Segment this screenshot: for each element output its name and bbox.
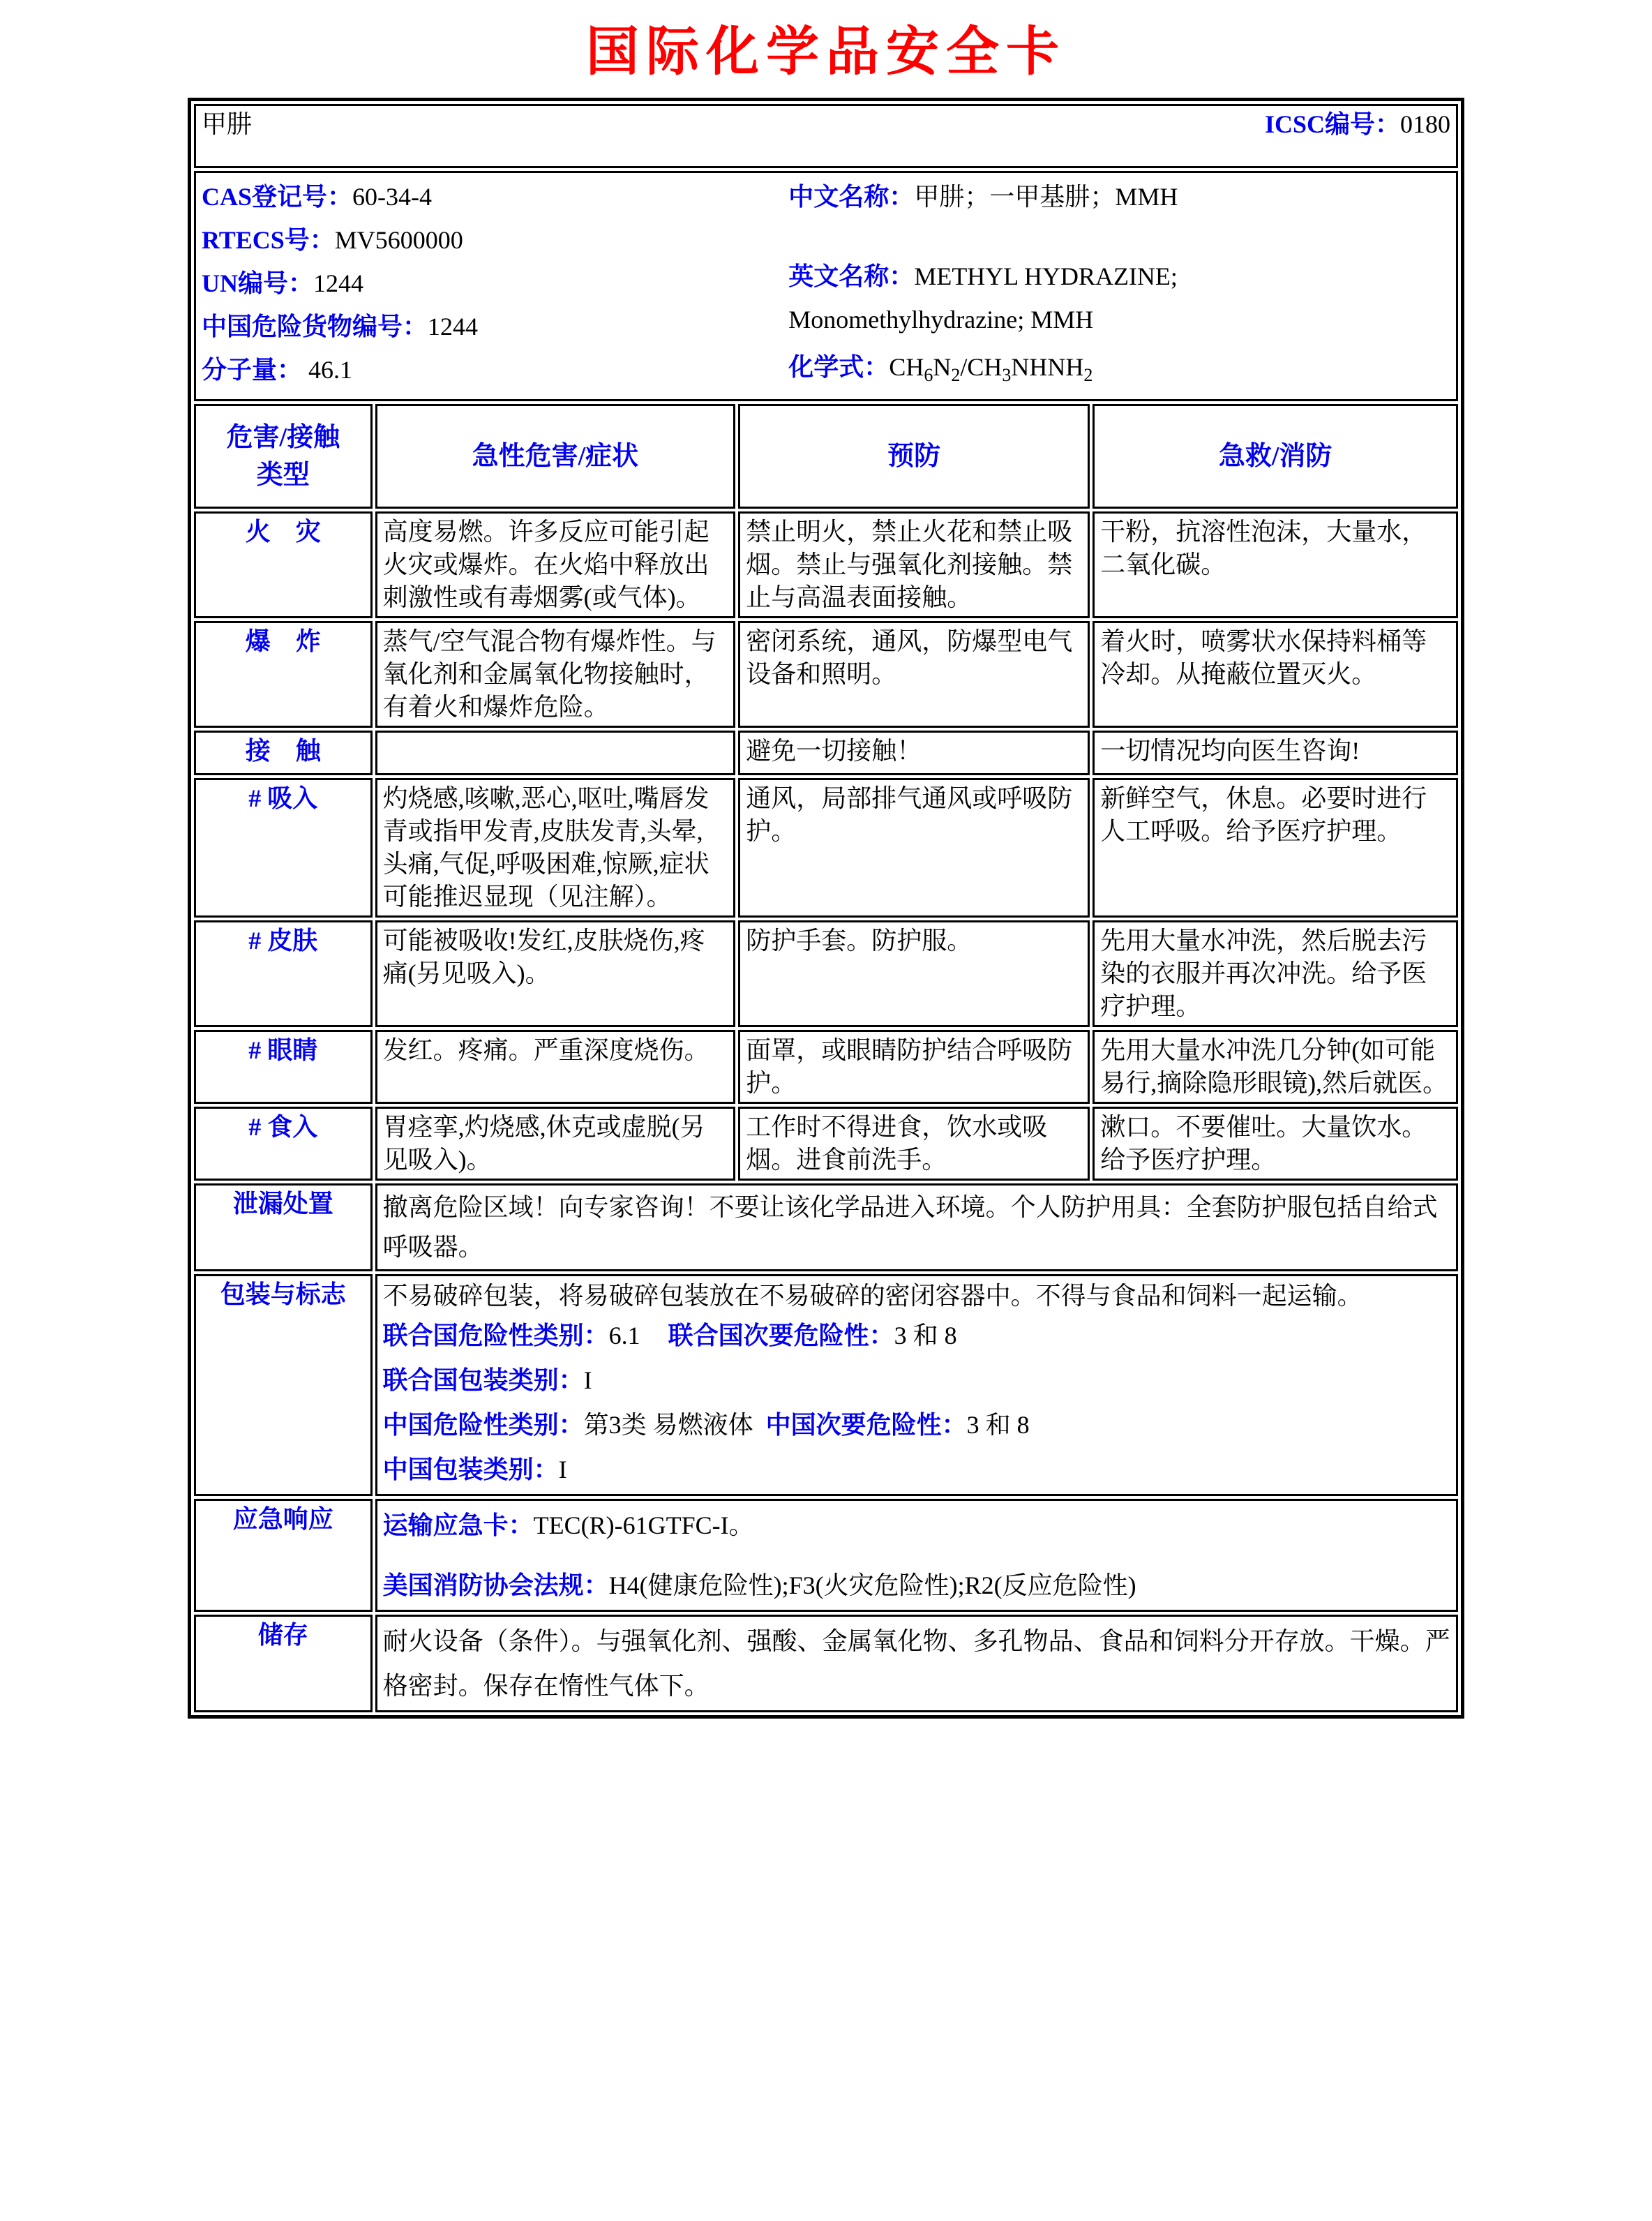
china-packing-group-line: 中国包装类别：I: [382, 1455, 567, 1483]
row-storage-type: 储存: [194, 1615, 373, 1712]
row-inhalation: [194, 778, 1458, 918]
packaging-intro: 不易破碎包装，将易破碎包装放在不易破碎的密闭容器中。不得与食品和饲料一起运输。: [382, 1281, 1362, 1310]
row-explosion-type: 爆 炸: [194, 621, 373, 728]
row-contact-prevention: 避免一切接触！: [738, 731, 1090, 775]
icsc-card: [188, 98, 1464, 1719]
row-ingestion-prevention: 工作时不得进食，饮水或吸烟。进食前洗手。: [738, 1107, 1090, 1181]
row-fire-prevention: 禁止明火，禁止火花和禁止吸烟。禁止与强氧化剂接触。禁止与高温表面接触。: [738, 511, 1090, 618]
row-eyes-type: # 眼睛: [194, 1030, 373, 1104]
row-skin-type: # 皮肤: [194, 920, 373, 1027]
row-contact-response: 一切情况均向医生咨询!: [1092, 731, 1458, 775]
row-skin-symptoms: 可能被吸收!发红,皮肤烧伤,疼痛(另见吸入)。: [375, 920, 736, 1027]
row-storage-text: 耐火设备（条件）。与强氧化剂、强酸、金属氧化物、多孔物品、食品和饲料分开存放。干燥。严格密封。保存在惰性气体下。: [375, 1615, 1458, 1712]
row-explosion-prevention: 密闭系统，通风，防爆型电气设备和照明。: [738, 621, 1090, 728]
header-symptoms: 急性危害/症状: [375, 404, 736, 509]
identifiers-right-column: [788, 175, 1450, 397]
row-fire-response: 干粉，抗溶性泡沫，大量水，二氧化碳。: [1092, 511, 1458, 618]
row-fire-symptoms: 高度易燃。许多反应可能引起火灾或爆炸。在火焰中释放出刺激性或有毒烟雾(或气体)。: [375, 511, 736, 618]
row-fire-type: 火 灾: [194, 511, 373, 618]
row-explosion: [194, 621, 1458, 728]
chemical-formula: $CH_6N_2/CH_3NHNH_2$: [889, 352, 1093, 385]
row-eyes-prevention: 面罩，或眼睛防护结合呼吸防护。: [738, 1030, 1090, 1104]
row-eyes-response: 先用大量水冲洗几分钟(如可能易行,摘除隐形眼镜),然后就医。: [1092, 1030, 1458, 1104]
row-inhalation-response: 新鲜空气，休息。必要时进行人工呼吸。给予医疗护理。: [1092, 778, 1458, 918]
row-ingestion-symptoms: 胃痉挛,灼烧感,休克或虚脱(另见吸入)。: [375, 1107, 736, 1181]
row-emergency-text: [375, 1499, 1458, 1612]
chinese-name-line: 中文名称：甲肼；一甲基肼；MMH: [788, 182, 1178, 211]
icsc-number: 0180: [1400, 110, 1450, 138]
row-eyes-symptoms: 发红。疼痛。严重深度烧伤。: [375, 1030, 736, 1104]
page-title: 国际化学品安全卡: [586, 23, 1066, 82]
row-explosion-symptoms: 蒸气/空气混合物有爆炸性。与氧化剂和金属氧化物接触时，有着火和爆炸危险。: [375, 621, 736, 728]
row-fire: [194, 511, 1458, 618]
rtecs-number-line: RTECS号：MV5600000: [202, 225, 463, 254]
english-name-line: 英文名称：METHYL HYDRAZINE;: [788, 262, 1178, 290]
row-explosion-response: 着火时，喷雾状水保持料桶等冷却。从掩蔽位置灭火。: [1092, 621, 1458, 728]
row-eyes: [194, 1030, 1458, 1104]
identifiers-cell: [194, 171, 1458, 401]
row-packaging: [194, 1274, 1458, 1496]
row-ingestion-type: # 食入: [194, 1107, 373, 1181]
substance-name: 甲肼: [202, 110, 253, 138]
cas-number-line: CAS登记号：60-34-4: [202, 182, 433, 211]
row-inhalation-prevention: 通风，局部排气通风或呼吸防护。: [738, 778, 1090, 918]
table-header-row: [194, 404, 1458, 509]
row-emergency-type: 应急响应: [194, 1499, 373, 1612]
row-ingestion: [194, 1107, 1458, 1181]
identifiers-row: [194, 171, 1458, 401]
english-name-line2: Monomethylhydrazine; MMH: [788, 305, 1094, 334]
row-ingestion-response: 漱口。不要催吐。大量饮水。给予医疗护理。: [1092, 1107, 1458, 1181]
row-storage: [194, 1615, 1458, 1712]
header-hazard-type: 危害/接触 类型: [194, 404, 373, 509]
chemical-formula-line: 化学式：$CH_6N_2/CH_3NHNH_2$: [788, 352, 1093, 385]
row-contact: [194, 731, 1458, 775]
row-spill-text: 撤离危险区域！向专家咨询！不要让该化学品进入环境。个人防护用具：全套防护服包括自给式呼吸器。: [375, 1183, 1458, 1271]
un-hazard-class-line: 联合国危险性类别：6.1 联合国次要危险性：3 和 8: [382, 1321, 957, 1349]
nfpa-code-line: 美国消防协会法规：H4(健康危险性);F3(火灾危险性);R2(反应危险性): [382, 1571, 1136, 1599]
row-inhalation-symptoms: 灼烧感,咳嗽,恶心,呕吐,嘴唇发青或指甲发青,皮肤发青,头晕,头痛,气促,呼吸困难,惊厥,症状可能推迟显现（见注解）。: [375, 778, 736, 918]
name-cell: [194, 104, 1458, 168]
row-inhalation-type: # 吸入: [194, 778, 373, 918]
icsc-number-group: [1265, 108, 1450, 141]
un-number-line: UN编号：1244: [202, 269, 363, 297]
china-dg-number-line: 中国危险货物编号：1244: [202, 312, 479, 341]
row-skin-response: 先用大量水冲洗，然后脱去污染的衣服并再次冲洗。给予医疗护理。: [1092, 920, 1458, 1027]
row-skin: [194, 920, 1458, 1027]
identifiers-left-column: [202, 175, 788, 397]
row-spill: [194, 1183, 1458, 1271]
row-contact-type: 接 触: [194, 731, 373, 775]
name-row: [194, 104, 1458, 168]
transport-emergency-card-line: 运输应急卡：TEC(R)-61GTFC-I。: [382, 1511, 754, 1539]
header-response: 急救/消防: [1092, 404, 1458, 509]
icsc-label: ICSC编号：: [1264, 110, 1400, 138]
un-packing-group-line: 联合国包装类别：I: [382, 1366, 592, 1394]
row-packaging-type: 包装与标志: [194, 1274, 373, 1496]
row-packaging-text: [375, 1274, 1458, 1496]
row-spill-type: 泄漏处置: [194, 1183, 373, 1271]
header-prevention: 预防: [738, 404, 1090, 509]
row-contact-symptoms: [375, 731, 736, 775]
row-skin-prevention: 防护手套。防护服。: [738, 920, 1090, 1027]
row-emergency: [194, 1499, 1458, 1612]
china-hazard-class-line: 中国危险性类别：第3类 易燃液体 中国次要危险性：3 和 8: [382, 1410, 1030, 1439]
molecular-weight-line: 分子量： 46.1: [202, 355, 353, 384]
